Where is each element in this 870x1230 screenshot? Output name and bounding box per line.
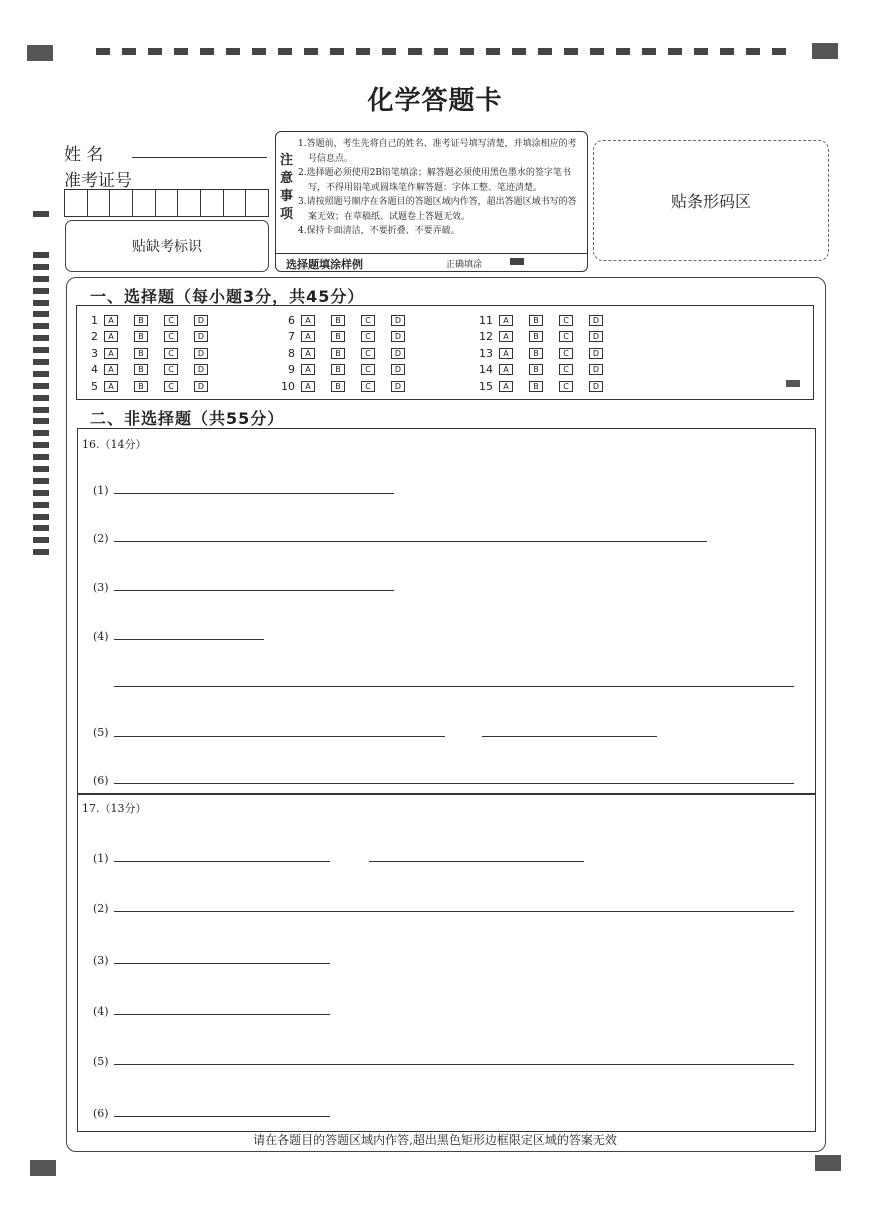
- option-bubble[interactable]: B: [331, 364, 345, 375]
- correct-fill-label: 正确填涂: [446, 260, 483, 270]
- section1-title: 一、选择题（每小题3分，共45分）: [90, 287, 365, 306]
- option-bubble[interactable]: C: [361, 331, 375, 342]
- option-bubble[interactable]: D: [391, 331, 405, 342]
- option-bubble[interactable]: D: [194, 381, 208, 392]
- notice-item: 3.请按照题号顺序在各题目的答题区域内作答，超出答题区域书写的答案无效；在草稿纸、试题卷上答题无效。: [298, 197, 577, 222]
- option-bubble[interactable]: B: [529, 331, 543, 342]
- option-bubble[interactable]: C: [559, 315, 573, 326]
- option-bubble[interactable]: B: [331, 348, 345, 359]
- notice-item: 4.保持卡面清洁，不要折叠、不要弄破。: [298, 226, 460, 236]
- option-bubble[interactable]: B: [529, 315, 543, 326]
- option-bubble[interactable]: A: [301, 348, 315, 359]
- option-bubble[interactable]: C: [164, 348, 178, 359]
- option-bubble[interactable]: A: [104, 331, 118, 342]
- option-bubble[interactable]: D: [391, 381, 405, 392]
- choice-question: [275, 380, 421, 393]
- notice-heading: 注意事项: [280, 153, 294, 222]
- option-bubble[interactable]: C: [164, 381, 178, 392]
- question-number: 13: [479, 347, 493, 360]
- q16-sub5-label: (5): [93, 726, 109, 739]
- choice-question: [78, 330, 224, 343]
- question-number: 2: [91, 330, 98, 343]
- q16-sub5-line-2[interactable]: [482, 736, 657, 737]
- corner-mark-bottom-right: [815, 1155, 841, 1171]
- barcode-area: [593, 140, 829, 261]
- question-number: 15: [479, 380, 493, 393]
- q17-sub6-line[interactable]: [114, 1116, 330, 1117]
- q16-sub6-line[interactable]: [114, 783, 794, 784]
- q16-sub1-line[interactable]: [114, 493, 394, 494]
- option-bubble[interactable]: A: [104, 364, 118, 375]
- corner-mark-top-left: [27, 45, 53, 61]
- option-bubble[interactable]: B: [134, 364, 148, 375]
- option-bubble[interactable]: A: [499, 381, 513, 392]
- left-timing-marks: [33, 252, 49, 561]
- question-number: 7: [288, 330, 295, 343]
- q16-sub5-line[interactable]: [114, 736, 445, 737]
- option-bubble[interactable]: D: [194, 331, 208, 342]
- notice-box: [275, 131, 588, 272]
- choice-question: [473, 380, 619, 393]
- q16-sub1-label: (1): [93, 484, 109, 497]
- q16-sub4-line-2[interactable]: [114, 686, 794, 687]
- option-bubble[interactable]: B: [331, 381, 345, 392]
- option-bubble[interactable]: B: [134, 348, 148, 359]
- barcode-label: 贴条形码区: [670, 192, 751, 211]
- question-number: 4: [91, 363, 98, 376]
- q17-sub2-line[interactable]: [114, 911, 794, 912]
- q16-sub3-line[interactable]: [114, 590, 394, 591]
- option-bubble[interactable]: C: [559, 381, 573, 392]
- sample-row: [276, 253, 587, 271]
- exam-id-label: 准考证号: [64, 171, 132, 191]
- option-bubble[interactable]: B: [134, 381, 148, 392]
- notice-item: 1.答题前，考生先将自己的姓名、准考证号填写清楚，并填涂相应的考号信息点。: [298, 139, 577, 164]
- option-bubble[interactable]: C: [559, 348, 573, 359]
- option-bubble[interactable]: B: [529, 381, 543, 392]
- q17-sub1-line-2[interactable]: [369, 861, 584, 862]
- q16-answer-area[interactable]: [77, 428, 816, 795]
- option-bubble[interactable]: B: [529, 364, 543, 375]
- grid-mark: [786, 380, 800, 387]
- option-bubble[interactable]: D: [589, 315, 603, 326]
- choice-question: [275, 314, 421, 327]
- q16-sub6-label: (6): [93, 774, 109, 787]
- page-title: 化学答题卡: [367, 86, 503, 116]
- absent-mark-label: 贴缺考标识: [132, 239, 202, 255]
- q16-sub4-line[interactable]: [114, 639, 264, 640]
- exam-id-boxes[interactable]: [64, 189, 269, 217]
- side-mark: [33, 211, 49, 217]
- q17-sub3-line[interactable]: [114, 963, 330, 964]
- option-bubble[interactable]: D: [194, 315, 208, 326]
- q17-sub1-label: (1): [93, 852, 109, 865]
- choice-question: [275, 330, 421, 343]
- name-field[interactable]: [132, 157, 267, 158]
- question-number: 14: [479, 363, 493, 376]
- corner-mark-bottom-left: [30, 1160, 56, 1176]
- q17-sub3-label: (3): [93, 954, 109, 967]
- question-number: 1: [91, 314, 98, 327]
- option-bubble[interactable]: D: [391, 348, 405, 359]
- section2-title: 二、非选择题（共55分）: [90, 409, 285, 428]
- option-bubble[interactable]: A: [104, 381, 118, 392]
- q16-sub2-line[interactable]: [114, 541, 707, 542]
- option-bubble[interactable]: C: [559, 364, 573, 375]
- question-number: 6: [288, 314, 295, 327]
- choice-question: [473, 363, 619, 376]
- question-number: 9: [288, 363, 295, 376]
- option-bubble[interactable]: A: [301, 364, 315, 375]
- option-bubble[interactable]: C: [361, 364, 375, 375]
- option-bubble[interactable]: A: [499, 331, 513, 342]
- option-bubble[interactable]: A: [499, 348, 513, 359]
- option-bubble[interactable]: A: [301, 331, 315, 342]
- q17-sub2-label: (2): [93, 902, 109, 915]
- option-bubble[interactable]: A: [499, 315, 513, 326]
- question-number: 8: [288, 347, 295, 360]
- choice-question: [78, 363, 224, 376]
- option-bubble[interactable]: A: [104, 348, 118, 359]
- choice-question: [473, 330, 619, 343]
- option-bubble[interactable]: C: [559, 331, 573, 342]
- option-bubble[interactable]: D: [194, 364, 208, 375]
- absent-mark-area: [65, 220, 269, 272]
- option-bubble[interactable]: C: [361, 315, 375, 326]
- choice-question: [78, 380, 224, 393]
- q17-sub5-label: (5): [93, 1055, 109, 1068]
- option-bubble[interactable]: B: [529, 348, 543, 359]
- filled-sample-mark: [510, 258, 524, 265]
- q16-label: 16.（14分）: [82, 438, 147, 451]
- q17-sub1-line[interactable]: [114, 861, 330, 862]
- option-bubble[interactable]: D: [589, 331, 603, 342]
- question-number: 12: [479, 330, 493, 343]
- choice-question: [78, 314, 224, 327]
- choice-question: [473, 314, 619, 327]
- option-bubble[interactable]: B: [331, 331, 345, 342]
- choice-question: [275, 363, 421, 376]
- q17-sub5-line[interactable]: [114, 1064, 794, 1065]
- option-bubble[interactable]: D: [589, 364, 603, 375]
- question-number: 5: [91, 380, 98, 393]
- sample-label: 选择题填涂样例: [286, 258, 363, 271]
- q17-label: 17.（13分）: [82, 802, 147, 815]
- option-bubble[interactable]: C: [361, 381, 375, 392]
- option-bubble[interactable]: B: [134, 331, 148, 342]
- option-bubble[interactable]: D: [391, 364, 405, 375]
- choice-question: [473, 347, 619, 360]
- q16-sub3-label: (3): [93, 581, 109, 594]
- notice-item: 2.选择题必须使用2B铅笔填涂；解答题必须使用黑色墨水的签字笔书写，不得用铅笔或圆珠笔作解答题：字体工整、笔迹清楚。: [298, 168, 571, 193]
- name-label: 姓 名: [64, 145, 104, 165]
- question-number: 3: [91, 347, 98, 360]
- option-bubble[interactable]: D: [589, 381, 603, 392]
- option-bubble[interactable]: B: [134, 315, 148, 326]
- option-bubble[interactable]: D: [589, 348, 603, 359]
- question-number: 11: [479, 314, 493, 327]
- option-bubble[interactable]: C: [361, 348, 375, 359]
- option-bubble[interactable]: C: [164, 331, 178, 342]
- option-bubble[interactable]: D: [391, 315, 405, 326]
- q17-sub4-label: (4): [93, 1005, 109, 1018]
- option-bubble[interactable]: C: [164, 315, 178, 326]
- q17-sub6-label: (6): [93, 1107, 109, 1120]
- corner-mark-top-right: [812, 43, 838, 59]
- q16-sub4-label: (4): [93, 630, 109, 643]
- question-number: 10: [281, 380, 295, 393]
- footer-warning: 请在各题目的答题区域内作答,超出黑色矩形边框限定区域的答案无效: [253, 1133, 617, 1147]
- choice-question: [78, 347, 224, 360]
- option-bubble[interactable]: D: [194, 348, 208, 359]
- option-bubble[interactable]: A: [499, 364, 513, 375]
- q17-sub4-line[interactable]: [114, 1014, 330, 1015]
- option-bubble[interactable]: A: [104, 315, 118, 326]
- q16-sub2-label: (2): [93, 532, 109, 545]
- choice-question: [275, 347, 421, 360]
- option-bubble[interactable]: A: [301, 381, 315, 392]
- option-bubble[interactable]: A: [301, 315, 315, 326]
- top-timing-marks: [96, 48, 786, 56]
- option-bubble[interactable]: B: [331, 315, 345, 326]
- option-bubble[interactable]: C: [164, 364, 178, 375]
- notice-items: [298, 137, 583, 239]
